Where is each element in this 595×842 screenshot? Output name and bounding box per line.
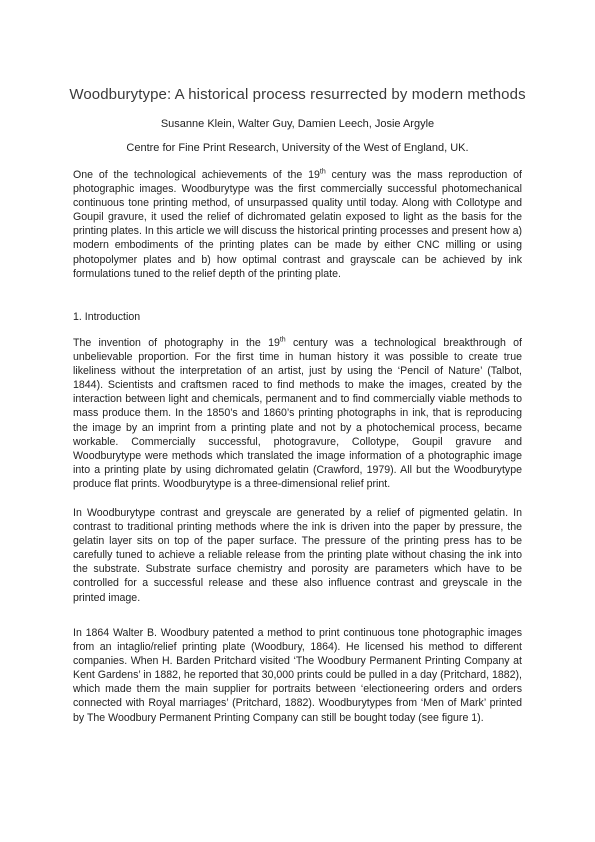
intro1-text-start: The invention of photography in the 19 — [73, 337, 280, 349]
intro-paragraph-1 — [73, 336, 522, 491]
paper-title: Woodburytype: A historical process resurrected by modern methods — [69, 86, 526, 103]
intro-paragraph-3: In 1864 Walter B. Woodbury patented a method to print continuous tone photographic images from an intaglio/relief printing plate (Woodbury, 1864). He licensed his method to different companies. When H. Barden Pritchard visited ‘The Woodbury Permanent Printing Company at Kent Gardens’ in 1882, he reported that 30,000 prints could be pulled in a day (Pritchard, 1882), which made them the main supplier for portraits between ‘electioneering orders and orders connected with Royal marriages’ (Pritchard, 1882). Woodburytypes from ‘Men of Mark’ printed by The Woodbury Permanent Printing Company can still be bought today (see figure 1). — [73, 627, 522, 724]
abstract-text-rest: century was the mass reproduction of photographic images. Woodburytype was the first commercially successful photomechanical continuous tone printing method, of unsurpassed quality until today. Along with Collotype and Goupil gravure, it used the relief of dichromated gelatin exposed to light as the basis for the printing plates. In this article we will discuss the historical printing processes and present how a) modern embodiments of the printing plates can be made by either CNC milling or using photopolymer plates and b) how optimal contrast and grayscale can be achieved by ink formulations tuned to the relief depth of the printing plate. — [73, 169, 522, 280]
author-list: Susanne Klein, Walter Guy, Damien Leech, Josie Argyle — [160, 118, 435, 130]
section-heading: 1. Introduction — [73, 311, 141, 323]
abstract-paragraph — [73, 168, 522, 281]
abstract-superscript: th — [319, 168, 326, 176]
abstract-text-start: One of the technological achievements of the 19 — [73, 169, 320, 181]
affiliation: Centre for Fine Print Research, University of the West of England, UK. — [126, 142, 469, 154]
intro1-superscript: th — [279, 336, 286, 344]
intro1-text-rest: century was a technological breakthrough of unbelievable proportion. For the first time in human history it was possible to create true likeliness without the interpretation of an artist, just by using the ‘Pencil of Nature’ (Talbot, 1844). Scientists and craftsmen raced to find methods to make the images, created by the interaction between light and chemicals, permanent and to find commercially viable methods to mass produce them. In the 1850’s and 1860’s printing photographs in ink, that is reproducing the image by an imprint from a printing plate and not by a photochemical process, became workable. Commercially successful, photogravure, Collotype, Goupil gravure and Woodburytype were methods which translated the image information of a photographic image into a printing plate by using dichromated gelatin (Crawford, 1979). All but the Woodburytype produce flat prints. Woodburytype is a three-dimensional relief print. — [73, 337, 522, 490]
intro-paragraph-2: In Woodburytype contrast and greyscale are generated by a relief of pigmented gelatin. In contrast to traditional printing methods where the ink is driven into the paper by pressure, the gelatin layer sits on top of the paper surface. The pressure of the printing press has to be carefully tuned to achieve a reliable release from the printing plate without chasing the ink into the substrate. Substrate surface chemistry and porosity are parameters which have to be controlled for a successful release and these also influence contrast and greyscale in the printed image. — [73, 507, 522, 604]
